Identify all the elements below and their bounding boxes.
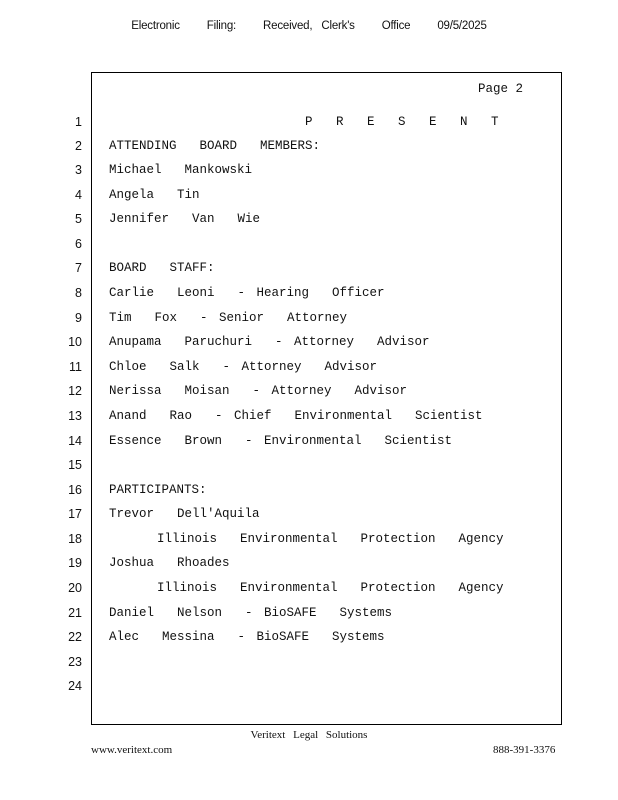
line-number: 24 xyxy=(68,679,82,693)
transcript-line: Illinois Environmental Protection Agency xyxy=(157,581,504,595)
line-number: 11 xyxy=(69,360,82,374)
line-number: 6 xyxy=(75,237,82,251)
line-number: 15 xyxy=(68,458,82,472)
transcript-line: Jennifer Van Wie xyxy=(109,212,261,226)
line-number: 20 xyxy=(68,581,82,595)
line-number: 9 xyxy=(75,311,82,325)
line-number: 4 xyxy=(75,188,82,202)
line-number: 3 xyxy=(75,163,82,177)
transcript-line: Essence Brown - Environmental Scientist xyxy=(109,434,453,448)
page-number: Page 2 xyxy=(478,82,524,96)
transcript-line: ATTENDING BOARD MEMBERS: xyxy=(109,139,321,153)
transcript-line: Anand Rao - Chief Environmental Scientist xyxy=(109,409,483,423)
line-number: 5 xyxy=(75,212,82,226)
transcript-line: Carlie Leoni - Hearing Officer xyxy=(109,286,385,300)
line-number: 10 xyxy=(68,335,82,349)
transcript-line: Chloe Salk - Attorney Advisor xyxy=(109,360,378,374)
line-number: 2 xyxy=(75,139,82,153)
line-number: 21 xyxy=(68,606,82,620)
transcript-line: Trevor Dell'Aquila xyxy=(109,507,260,521)
transcript-line: Michael Mankowski xyxy=(109,163,253,177)
transcript-line: Alec Messina - BioSAFE Systems xyxy=(109,630,385,644)
transcript-line: Angela Tin xyxy=(109,188,200,202)
line-number: 17 xyxy=(68,507,82,521)
filing-header: Electronic Filing: Received, Clerk's Office 09/5/2025 xyxy=(131,20,487,32)
transcript-line: BOARD STAFF: xyxy=(109,261,215,275)
footer-url: www.veritext.com xyxy=(91,744,173,756)
footer-vendor: Veritext Legal Solutions xyxy=(250,729,368,741)
line-number: 19 xyxy=(68,556,82,570)
transcript-line: Tim Fox - Senior Attorney xyxy=(109,311,348,325)
transcript-line: PARTICIPANTS: xyxy=(109,483,207,497)
line-number: 8 xyxy=(75,286,82,300)
line-number: 16 xyxy=(68,483,82,497)
line-number: 22 xyxy=(68,630,82,644)
footer-phone: 888-391-3376 xyxy=(493,744,556,756)
transcript-line: Illinois Environmental Protection Agency xyxy=(157,532,504,546)
line-number: 1 xyxy=(75,115,82,129)
line-number: 18 xyxy=(68,532,82,546)
transcript-line: Daniel Nelson - BioSAFE Systems xyxy=(109,606,393,620)
section-title-present: P R E S E N T xyxy=(305,115,505,129)
line-number: 14 xyxy=(68,434,82,448)
line-number: 23 xyxy=(68,655,82,669)
transcript-line: Nerissa Moisan - Attorney Advisor xyxy=(109,384,408,398)
line-number: 7 xyxy=(75,261,82,275)
transcript-line: Joshua Rhoades xyxy=(109,556,230,570)
line-number: 12 xyxy=(68,384,82,398)
line-number: 13 xyxy=(68,409,82,423)
transcript-line: Anupama Paruchuri - Attorney Advisor xyxy=(109,335,430,349)
